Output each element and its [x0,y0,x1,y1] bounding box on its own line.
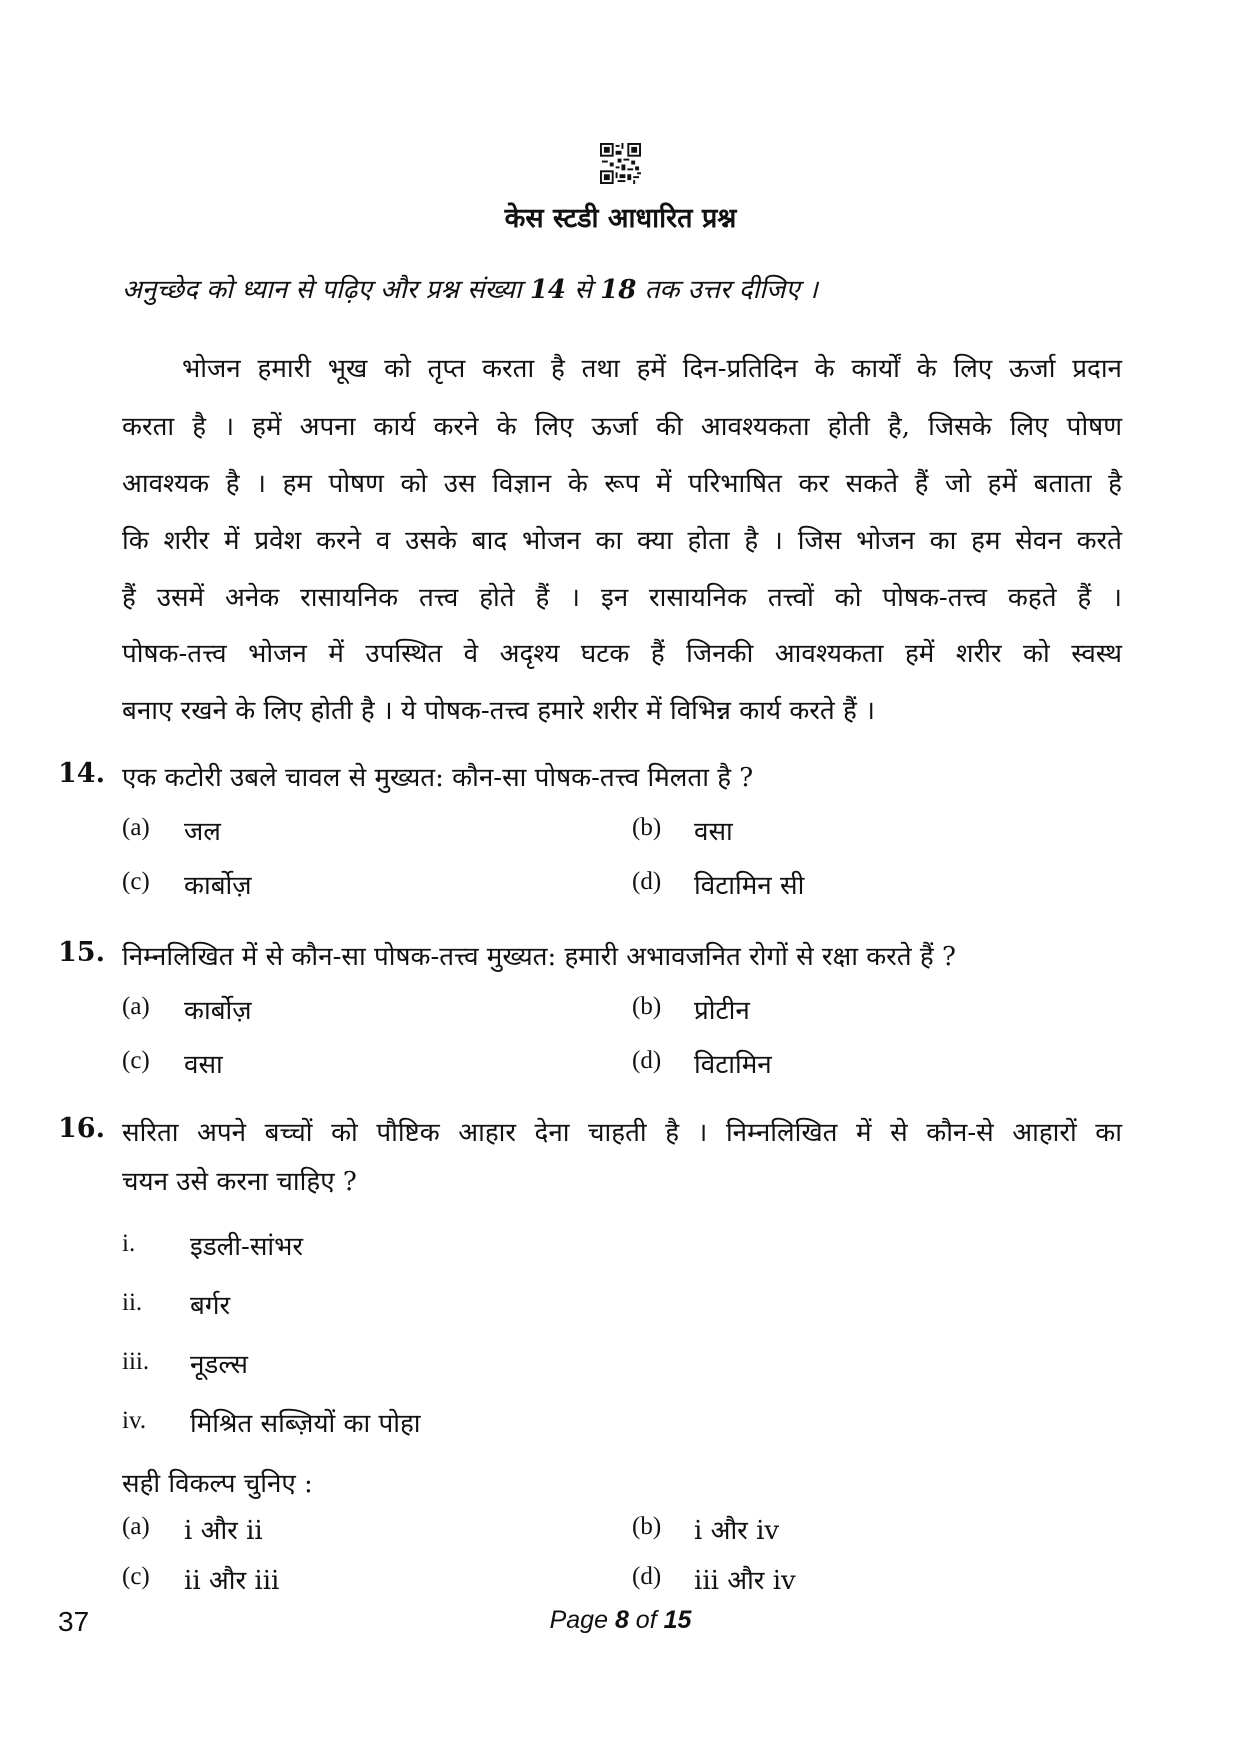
option-label: (b) [632,814,662,841]
paper-code: 37 [58,1606,90,1637]
question-prompt: सही विकल्प चुनिए : [122,1469,313,1499]
passage-line: कि शरीर में प्रवेश करने व उसके बाद भोजन का क्या होता है । जिस भोजन का हम सेवन करते [122,526,1122,556]
list-item-label: ii. [122,1289,143,1316]
qr-code-icon [600,143,641,184]
option-label: (c) [122,1047,150,1074]
question-text: सरिता अपने बच्चों को पौष्टिक आहार देना चाहती है । निम्नलिखित में से कौन-से आहारों का [122,1118,1122,1148]
question-text: चयन उसे करना चाहिए ? [122,1167,357,1197]
option-label: (a) [122,993,150,1020]
question-number: 16. [58,1113,105,1144]
list-item-label: iv. [122,1407,147,1434]
list-item-label: iii. [122,1348,150,1375]
question-text: निम्नलिखित में से कौन-सा पोषक-तत्त्व मुख्यत: हमारी अभावजनित रोगों से रक्षा करते हैं ? [122,942,956,972]
question-text: एक कटोरी उबले चावल से मुख्यत: कौन-सा पोषक-तत्त्व मिलता है ? [122,763,754,793]
option-text: iii और iv [694,1566,796,1596]
total-pages-number: 15 [663,1606,692,1634]
passage-line: पोषक-तत्त्व भोजन में उपस्थित वे अदृश्य घटक हैं जिनकी आवश्यकता हमें शरीर को स्वस्थ [122,639,1122,669]
list-item-text: इडली-सांभर [190,1232,304,1262]
option-label: (a) [122,1513,150,1540]
option-text: कार्बोज़ [184,996,252,1026]
of-word: of [628,1606,664,1634]
option-text: i और iv [694,1516,780,1546]
page-word: Page [549,1606,615,1634]
option-text: वसा [694,817,733,847]
question-number: 15. [58,937,105,968]
instruction-text: से [566,275,601,305]
option-label: (d) [632,1047,662,1074]
option-text: i और ii [184,1516,263,1546]
passage-line: हैं उसमें अनेक रासायनिक तत्त्व होते हैं । इन रासायनिक तत्त्वों को पोषक-तत्त्व कहते हैं । [122,583,1122,613]
option-label: (a) [122,814,150,841]
option-text: कार्बोज़ [184,871,252,901]
section-heading: केस स्टडी आधारित प्रश्न [504,203,737,234]
option-text: प्रोटीन [694,996,750,1026]
list-item-label: i. [122,1230,136,1257]
list-item-text: मिश्रित सब्ज़ियों का पोहा [190,1409,421,1439]
option-label: (b) [632,993,662,1020]
option-text: विटामिन [694,1050,772,1080]
instruction-to-number: 18 [600,275,637,305]
list-item-text: नूडल्स [190,1350,248,1380]
instruction-text: अनुच्छेद को ध्यान से पढ़िए और प्रश्न संख्या [122,275,530,305]
option-label: (c) [122,868,150,895]
option-text: वसा [184,1050,223,1080]
passage-line: भोजन हमारी भूख को तृप्त करता है तथा हमें दिन-प्रतिदिन के कार्यों के लिए ऊर्जा प्रदान [182,354,1122,384]
option-label: (d) [632,1563,662,1590]
option-label: (c) [122,1563,150,1590]
page-indicator [0,1606,1241,1635]
instruction-from-number: 14 [529,275,567,305]
option-text: ii और iii [184,1566,280,1596]
option-label: (b) [632,1513,662,1540]
option-label: (d) [632,868,662,895]
option-text: विटामिन सी [694,871,805,901]
instruction-line [122,270,818,306]
passage-line: आवश्यक है । हम पोषण को उस विज्ञान के रूप में परिभाषित कर सकते हैं जो हमें बताता है [122,469,1122,499]
instruction-text: तक उत्तर दीजिए । [636,275,818,305]
question-number: 14. [58,758,105,789]
passage-line: बनाए रखने के लिए होती है । ये पोषक-तत्त्व हमारे शरीर में विभिन्न कार्य करते हैं । [122,696,875,726]
list-item-text: बर्गर [190,1291,231,1321]
current-page-number: 8 [614,1606,629,1634]
option-text: जल [184,817,221,847]
passage-line: करता है । हमें अपना कार्य करने के लिए ऊर्जा की आवश्यकता होती है, जिसके लिए पोषण [122,412,1122,442]
